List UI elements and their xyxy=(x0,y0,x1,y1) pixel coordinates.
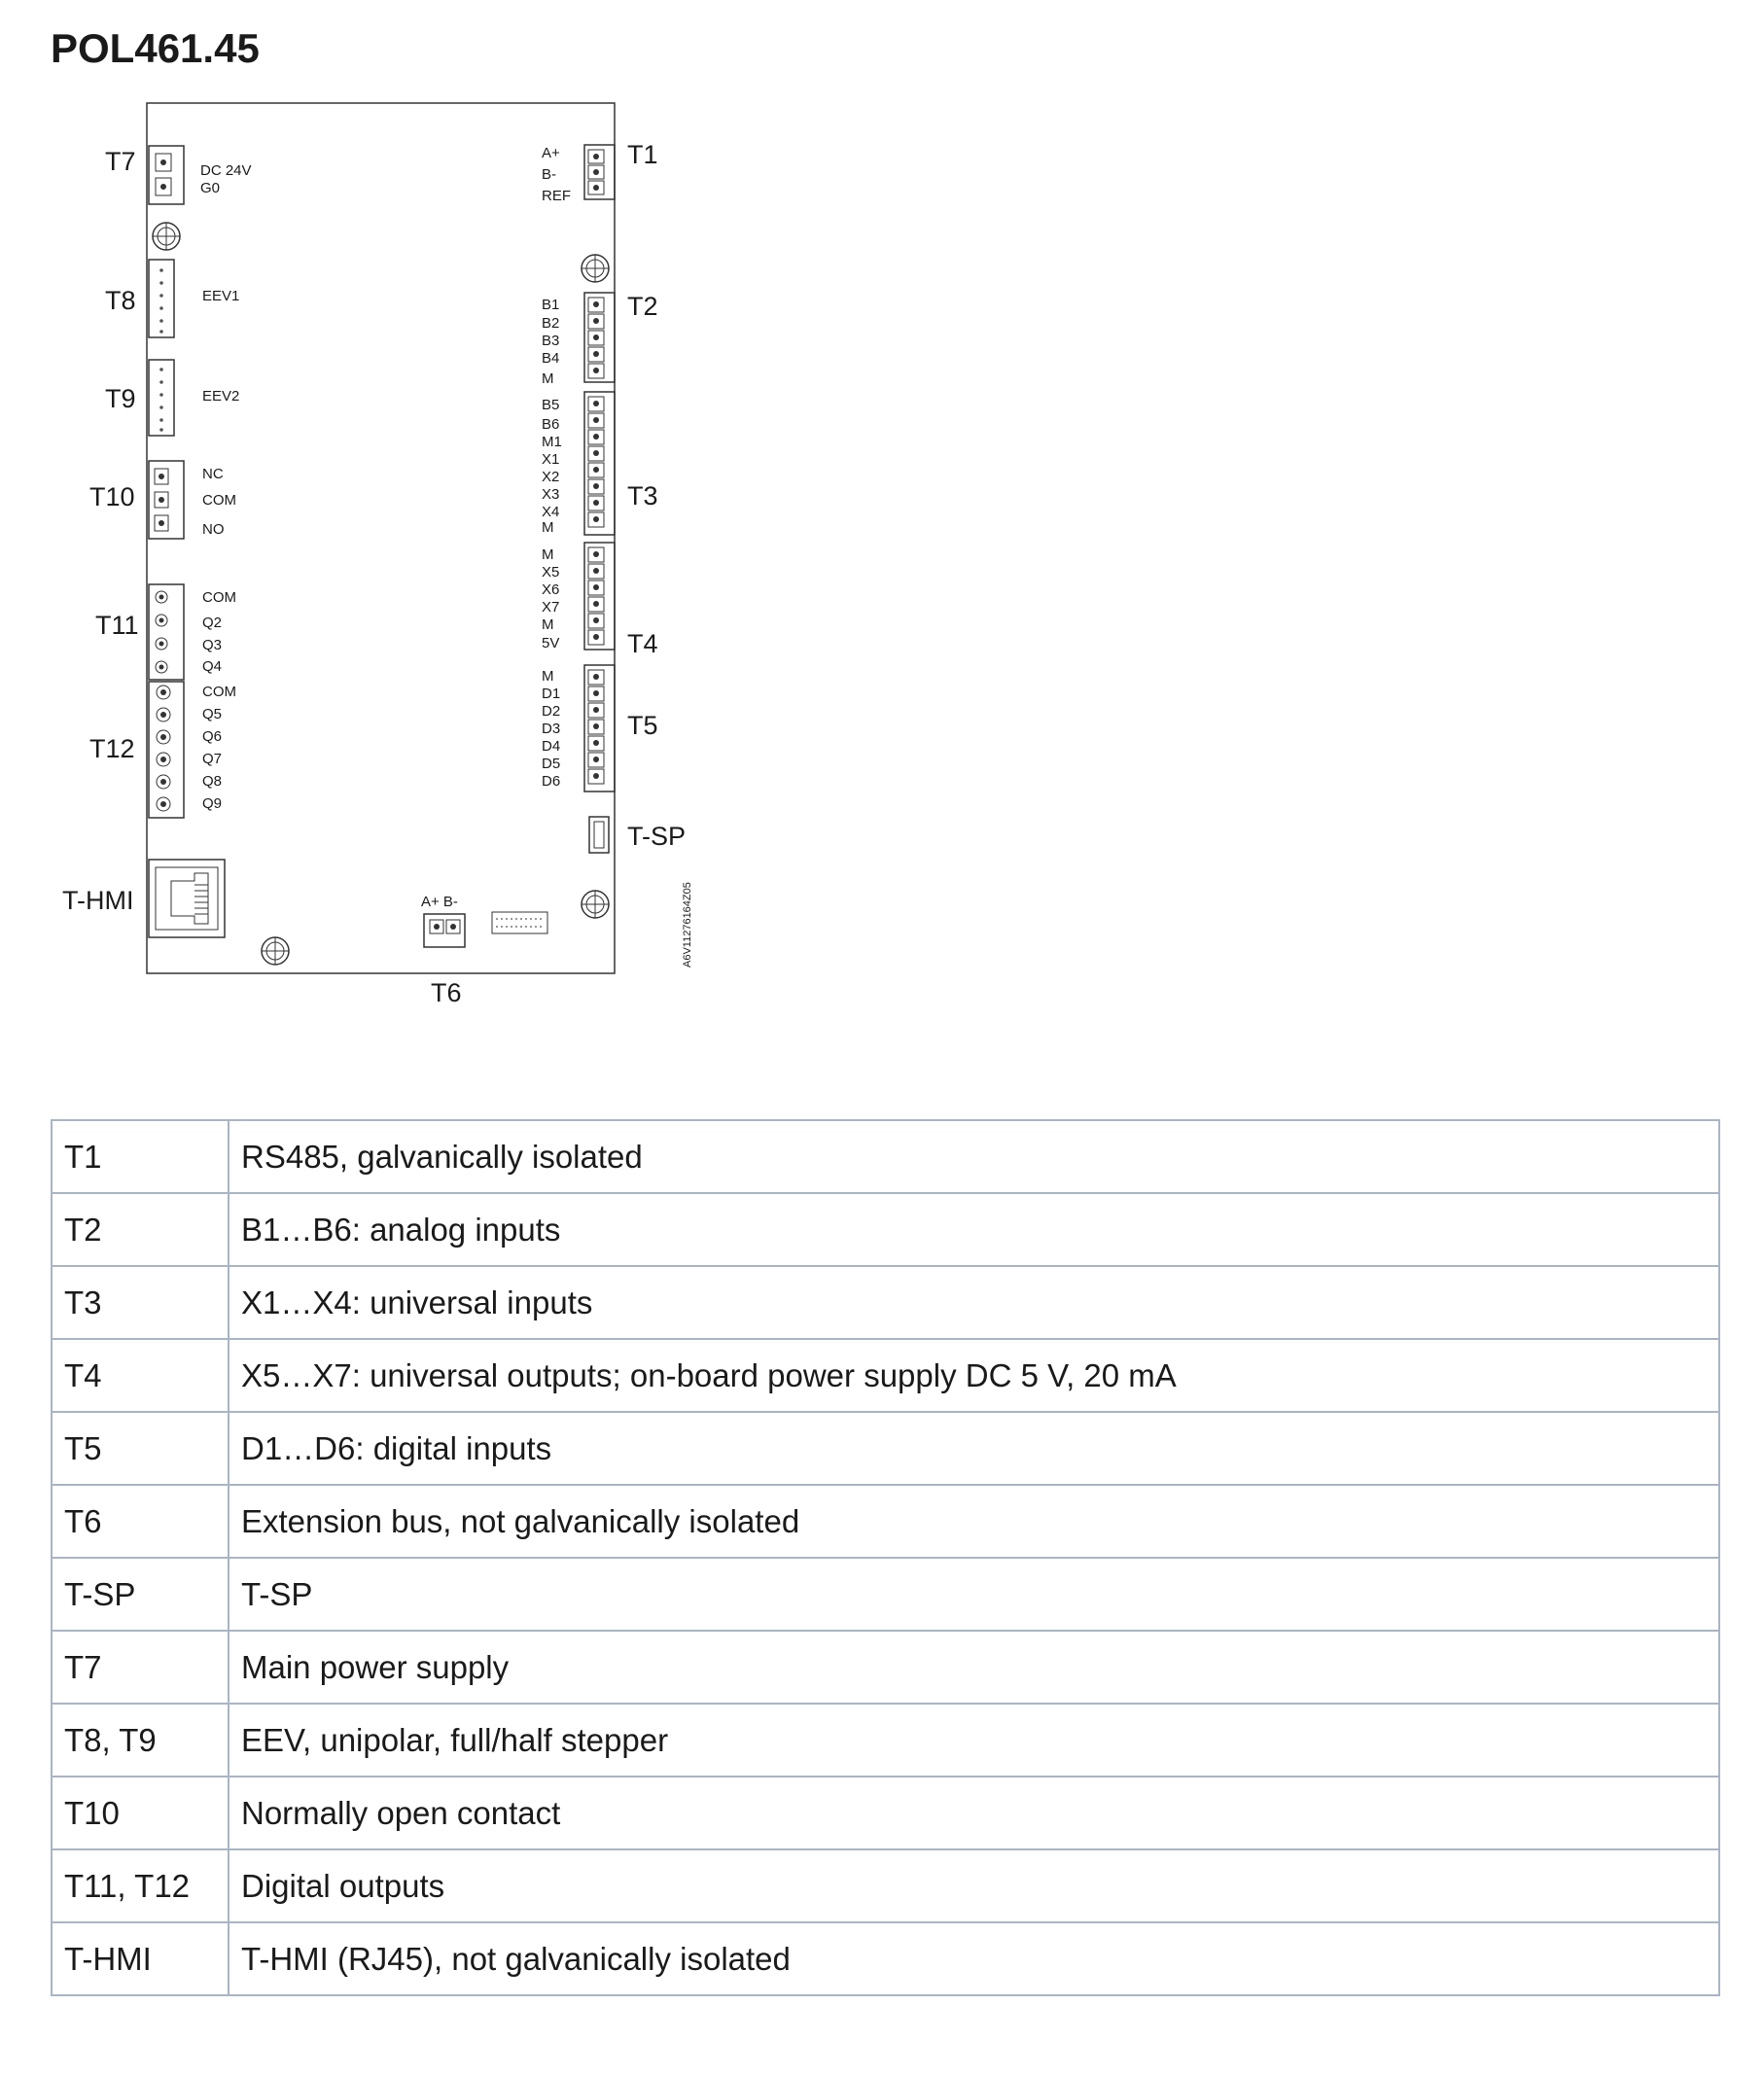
t3-pin-label: X3 xyxy=(542,486,560,503)
t6-connector xyxy=(424,914,465,947)
t1-pin-label: REF xyxy=(542,188,571,204)
t3-pin-label: X1 xyxy=(542,451,560,468)
t5-pin-label: D3 xyxy=(542,721,561,737)
t11-pin-label: Q2 xyxy=(202,615,223,631)
t12-pin-label: Q9 xyxy=(202,795,223,812)
t2-pin-label: B3 xyxy=(542,333,560,349)
tsp-label: T-SP xyxy=(627,822,687,851)
t3-label: T3 xyxy=(627,481,658,510)
terminal-cell: T4 xyxy=(52,1339,229,1412)
t9-label: T9 xyxy=(105,384,136,413)
mounting-screw-icon xyxy=(153,223,180,250)
t8-connector xyxy=(149,260,174,337)
terminal-description-table xyxy=(51,1119,1720,1996)
t4-pin-label: X7 xyxy=(542,599,560,616)
t3-pin-label: M xyxy=(542,519,554,536)
terminal-cell: T11, T12 xyxy=(52,1849,229,1922)
t5-pin-label: D4 xyxy=(542,738,561,755)
table-row xyxy=(52,1193,1719,1266)
t5-pin-label: D1 xyxy=(542,686,561,702)
t5-pin-label: D5 xyxy=(542,756,561,772)
t9-pin-label: EEV2 xyxy=(202,388,240,405)
terminal-cell: T6 xyxy=(52,1485,229,1558)
thmi-label: T-HMI xyxy=(62,886,134,915)
table-row xyxy=(52,1777,1719,1849)
t2-pin-label: B4 xyxy=(542,350,560,367)
description-cell: T-HMI (RJ45), not galvanically isolated xyxy=(229,1922,1719,1995)
t2-connector xyxy=(584,293,615,382)
description-cell: Main power supply xyxy=(229,1631,1719,1704)
t5-label: T5 xyxy=(627,711,658,740)
t12-connector xyxy=(149,682,184,818)
t3-pin-label: X2 xyxy=(542,469,560,485)
t11-connector xyxy=(149,584,184,680)
t3-pin-label: X4 xyxy=(542,504,560,520)
t5-pin-label: D2 xyxy=(542,703,561,720)
t11-label: T11 xyxy=(95,611,139,640)
t4-pin-label: 5V xyxy=(542,635,560,651)
t9-connector xyxy=(149,360,174,436)
table-row xyxy=(52,1558,1719,1631)
t2-label: T2 xyxy=(627,292,658,321)
t5-pin-label: M xyxy=(542,668,554,685)
t3-pin-label: B6 xyxy=(542,416,560,433)
description-cell: X1…X4: universal inputs xyxy=(229,1266,1719,1339)
t10-connector xyxy=(149,461,184,539)
t1-pin-label: B- xyxy=(542,166,556,183)
terminal-cell: T8, T9 xyxy=(52,1704,229,1777)
description-cell: T-SP xyxy=(229,1558,1719,1631)
t6-pin-label: A+ B- xyxy=(421,894,458,910)
table-row xyxy=(52,1704,1719,1777)
t7-pin-label: G0 xyxy=(200,180,221,196)
table-row xyxy=(52,1849,1719,1922)
table-row xyxy=(52,1412,1719,1485)
table-row xyxy=(52,1266,1719,1339)
t7-label: T7 xyxy=(105,147,136,176)
t11-pin-label: Q4 xyxy=(202,658,223,675)
description-cell: RS485, galvanically isolated xyxy=(229,1120,1719,1193)
t10-pin-label: COM xyxy=(202,492,236,509)
mounting-screw-icon xyxy=(262,937,289,965)
t4-connector xyxy=(584,543,615,650)
t8-pin-label: EEV1 xyxy=(202,288,240,304)
t4-pin-label: M xyxy=(542,546,554,563)
terminal-cell: T-SP xyxy=(52,1558,229,1631)
description-cell: Digital outputs xyxy=(229,1849,1719,1922)
t7-pin-label: DC 24V xyxy=(200,162,252,179)
t4-pin-label: M xyxy=(542,616,554,633)
t1-connector xyxy=(584,145,615,199)
t10-label: T10 xyxy=(89,482,135,511)
table-row xyxy=(52,1120,1719,1193)
table-row xyxy=(52,1631,1719,1704)
terminal-cell: T-HMI xyxy=(52,1922,229,1995)
mounting-screw-icon xyxy=(582,891,609,918)
t4-pin-label: X5 xyxy=(542,564,560,581)
tsp-connector xyxy=(589,817,609,853)
t3-pin-label: B5 xyxy=(542,397,560,413)
t10-pin-label: NC xyxy=(202,466,224,482)
t2-pin-label: M xyxy=(542,370,554,387)
table-row xyxy=(52,1922,1719,1995)
t12-pin-label: COM xyxy=(202,684,236,700)
terminal-cell: T10 xyxy=(52,1777,229,1849)
document-title: POL461.45 xyxy=(51,25,260,71)
t1-pin-label: A+ xyxy=(542,145,560,161)
t1-label: T1 xyxy=(627,140,658,169)
t6-label: T6 xyxy=(431,978,462,1007)
t11-pin-label: Q3 xyxy=(202,637,223,653)
t3-pin-label: M1 xyxy=(542,434,562,450)
table-row xyxy=(52,1485,1719,1558)
t2-pin-label: B2 xyxy=(542,315,560,332)
terminal-cell: T7 xyxy=(52,1631,229,1704)
mounting-screw-icon xyxy=(582,255,609,282)
terminal-cell: T2 xyxy=(52,1193,229,1266)
table-row xyxy=(52,1339,1719,1412)
t8-label: T8 xyxy=(105,286,136,315)
terminal-cell: T3 xyxy=(52,1266,229,1339)
wiring-diagram xyxy=(0,0,1764,1031)
t2-pin-label: B1 xyxy=(542,297,560,313)
t4-label: T4 xyxy=(627,629,658,658)
description-cell: Extension bus, not galvanically isolated xyxy=(229,1485,1719,1558)
t4-pin-label: X6 xyxy=(542,581,560,598)
t5-connector xyxy=(584,665,615,792)
t3-connector xyxy=(584,392,615,535)
t10-pin-label: NO xyxy=(202,521,225,538)
description-cell: Normally open contact xyxy=(229,1777,1719,1849)
board-outline xyxy=(147,103,615,973)
description-cell: X5…X7: universal outputs; on-board power supply DC 5 V, 20 mA xyxy=(229,1339,1719,1412)
t12-pin-label: Q5 xyxy=(202,706,223,722)
description-cell: EEV, unipolar, full/half stepper xyxy=(229,1704,1719,1777)
t12-pin-label: Q6 xyxy=(202,728,223,745)
t11-pin-label: COM xyxy=(202,589,236,606)
t12-pin-label: Q7 xyxy=(202,751,223,767)
t12-label: T12 xyxy=(89,734,135,763)
terminal-cell: T1 xyxy=(52,1120,229,1193)
rj45-port-icon xyxy=(149,860,225,937)
description-cell: B1…B6: analog inputs xyxy=(229,1193,1719,1266)
pin-header-icon xyxy=(492,912,547,933)
figure-code: A6V11276164Z05 xyxy=(682,882,693,968)
terminal-cell: T5 xyxy=(52,1412,229,1485)
t5-pin-label: D6 xyxy=(542,773,561,790)
description-cell: D1…D6: digital inputs xyxy=(229,1412,1719,1485)
t7-connector xyxy=(149,146,184,204)
t12-pin-label: Q8 xyxy=(202,773,223,790)
